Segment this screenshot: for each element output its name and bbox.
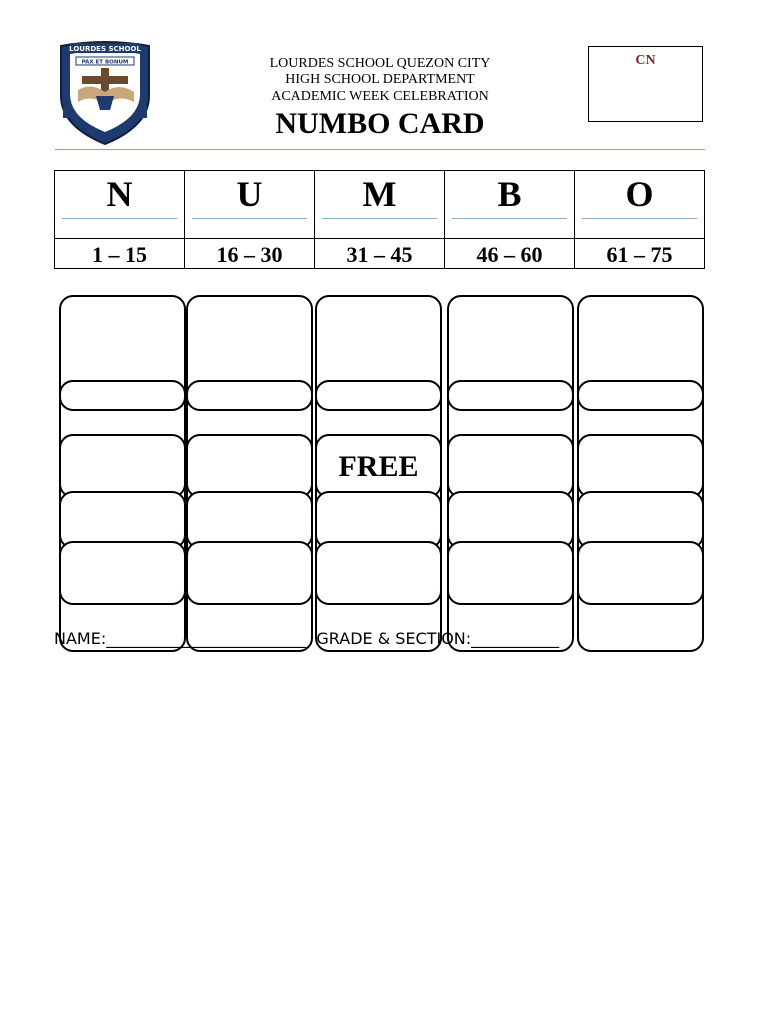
footer-fields	[54, 628, 694, 650]
numbo-square[interactable]	[447, 491, 574, 549]
numbo-square[interactable]	[59, 491, 186, 549]
svg-text:PAX ET BONUM: PAX ET BONUM	[81, 59, 129, 66]
numbo-square[interactable]	[186, 380, 313, 411]
numbo-square[interactable]	[577, 434, 704, 498]
name-field[interactable]: _________________________	[106, 629, 307, 648]
name-label: NAME:	[54, 629, 107, 648]
column-letter: B	[497, 174, 522, 214]
numbo-square[interactable]	[315, 491, 442, 549]
column-range: 1 – 15	[92, 242, 147, 267]
column-header-u	[185, 171, 315, 268]
column-header-m	[315, 171, 445, 268]
header-divider	[55, 149, 705, 150]
grid-column-o	[577, 295, 704, 652]
column-letter: O	[625, 174, 654, 214]
free-label: FREE	[338, 450, 419, 483]
column-header-n	[55, 171, 185, 268]
letter-header-table	[54, 170, 705, 269]
column-range: 46 – 60	[476, 242, 543, 267]
numbo-square[interactable]	[315, 541, 442, 605]
grade-section-label: GRADE & SECTION:	[316, 629, 472, 648]
column-header-b	[445, 171, 575, 268]
svg-text:LOURDES SCHOOL: LOURDES SCHOOL	[69, 45, 141, 53]
numbo-square[interactable]	[59, 541, 186, 605]
numbo-square[interactable]	[59, 434, 186, 498]
numbo-square[interactable]	[577, 380, 704, 411]
column-range: 61 – 75	[606, 242, 673, 267]
numbo-square[interactable]	[315, 380, 442, 411]
grid-column-b	[447, 295, 574, 652]
grade-section-field[interactable]: ___________	[471, 629, 560, 648]
column-letter: U	[236, 174, 263, 214]
department-name: HIGH SCHOOL DEPARTMENT	[285, 72, 475, 87]
column-header-o	[575, 171, 704, 268]
numbo-square[interactable]	[186, 434, 313, 498]
column-range: 31 – 45	[346, 242, 413, 267]
column-letter: N	[106, 174, 133, 214]
numbo-square[interactable]	[577, 491, 704, 549]
school-logo	[56, 38, 154, 146]
free-square[interactable]	[315, 434, 442, 498]
school-name: LOURDES SCHOOL QUEZON CITY	[269, 56, 491, 71]
grid-column-n	[59, 295, 186, 652]
numbo-square[interactable]	[59, 380, 186, 411]
event-name: ACADEMIC WEEK CELEBRATION	[271, 89, 489, 104]
column-range: 16 – 30	[216, 242, 283, 267]
numbo-square[interactable]	[447, 380, 574, 411]
column-letter: M	[362, 174, 397, 214]
numbo-square[interactable]	[186, 491, 313, 549]
grid-column-u	[186, 295, 313, 652]
cn-label: CN	[635, 53, 656, 68]
card-title: NUMBO CARD	[275, 107, 485, 140]
cn-box	[588, 46, 703, 122]
numbo-square[interactable]	[447, 434, 574, 498]
numbo-square[interactable]	[447, 541, 574, 605]
numbo-square[interactable]	[577, 541, 704, 605]
numbo-square[interactable]	[186, 541, 313, 605]
grid-column-m	[315, 295, 442, 652]
